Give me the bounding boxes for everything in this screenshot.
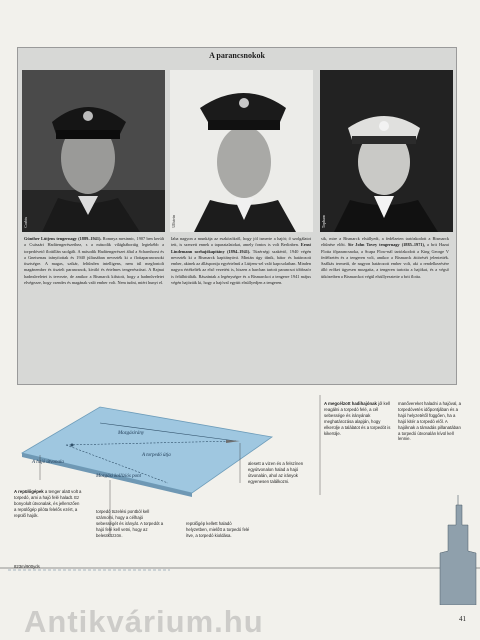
label-collision-point: Mozgási kollíziós pont bbox=[96, 474, 142, 479]
text-column-lutjens bbox=[24, 236, 164, 286]
portrait-tovey-image bbox=[320, 70, 453, 232]
scale-label: 823m/900yds bbox=[14, 564, 40, 569]
page-number: 41 bbox=[459, 615, 466, 623]
text-target-ship-block bbox=[324, 401, 394, 436]
photo-credit-2: Ullstein bbox=[171, 215, 176, 228]
text-aircraft-block bbox=[14, 489, 82, 519]
column-heading-lindemann: Ernst Lindemann sorhajókapitány (1894–1941). bbox=[171, 242, 311, 254]
text-target-ship-body: jól kell reagálni a torpedó felé, a cél sebessége és irányának meghatározása alapján, hogy elkerülje a találatot és a torpedót is kikerülje. bbox=[324, 401, 391, 436]
column-body-continued-2: sik, mire a Bismarck elsüllyedt, a fedélzeten tartózkodott a Bismarck eltűnése előtt. bbox=[321, 236, 449, 248]
portrait-lindemann-image bbox=[170, 70, 313, 232]
text-target-ship-heading: A megcélzott hadihajónak bbox=[324, 401, 377, 406]
text-column-lindemann bbox=[171, 236, 311, 286]
portrait-tovey bbox=[320, 70, 453, 232]
text-torpedo-run: alesett a vizen és a felszínen egyútvonalon halad a hajó útvonalán, ahol az irányok egyenesen találkozni. bbox=[248, 461, 304, 484]
text-release-point: torpedó tüzelési pontból kell számolni, hogy a célhajó sebességét és irányát. A torpedót a hajó felé kell vetni, hogy az beleütközzön. bbox=[96, 509, 164, 538]
text-aircraft-heading: A repülőgépek bbox=[14, 489, 44, 494]
photo-credit-1: Corbis bbox=[23, 217, 28, 228]
text-aircraft-body: a tenger alatt volt a torpedó, ami a hajó felé haladt. Ez bonyolult útvonalak, és jellemzően a repülőgép pilóta felelős ezért, a repülő hajók. bbox=[14, 489, 82, 518]
label-torpedo-path: A torpedó útja bbox=[142, 453, 171, 458]
commanders-box bbox=[17, 47, 457, 385]
box-title: A parancsnokok bbox=[209, 51, 265, 60]
watermark: Antikvárium.hu bbox=[24, 604, 264, 639]
portrait-lutjens-image bbox=[22, 70, 165, 232]
label-ship-path: A hajó útvonala bbox=[32, 460, 64, 465]
torpedo-attack-diagram bbox=[0, 385, 480, 605]
column-body-lindemann: Tüzérségi szakértő, 1940 végén nevezték ki a Bismarck kapitányává. Mintán úgy tűnik, bátor és határozott ember, akinek az álláspontja egyértelmű a Lütjens-sel való kapcsolatban. Minden nagyra értékelték az első vezetést is, hiszen a harcban tartott parancsot többször is felülbírálták. Rászántak a legénységre és a Bismarckot a tengerre 1941 május végén hajózták ki, hogy a hajóval együtt elsüllyedjen a tengeren. bbox=[171, 248, 312, 286]
portrait-lindemann bbox=[170, 70, 313, 232]
photo-credit-3: Topham bbox=[321, 214, 326, 228]
label-target-direction: Mozgásirány bbox=[118, 431, 145, 436]
column-heading-lutjens: Günther Lütjens tengernagy (1889–1941). bbox=[24, 236, 102, 241]
text-aircraft-position: repülőgép kellett haladó helyzetben, mielőtt a torpedó felé ítve, a torpedó kioldása. bbox=[186, 521, 250, 538]
text-column-tovey bbox=[321, 236, 449, 280]
portrait-lutjens bbox=[22, 70, 165, 232]
text-evasive-manoeuvre: manővereket haladni a hajóval, a torpedóvetés időpontjában és a hajó helyzetétől függően, ha a hajó kitér a torpedó elől. A hajóknak a támadás pillanatában a torpedó útvonalán kívül kell lennie. bbox=[398, 401, 462, 442]
column-body-lutjens: Romnya mesinnic, 1907 ben került a Császári Haditengerészethez, s a második világháborúig legtekébb a torpedóvető flottillán szolgált. A második Haditengerészet által a Scharnhorst és a Gneisenau irányítottak és 1940 júliusában nevezték ki a flottaparancsnoki tisztségre. A magas, szikár, feltűnően intelligens, nem túl megfontolt magánember és tisztelt parancsnok, kiváló és értelmes tengerésztiszt. A Rajnai hadműveletet is tervezte, de amikor a Bismarck kifutott, hogy a hadműveletet elvégezze, hogy csendes és magának való ember volt. Nem tudni, miért hunyt el. bbox=[24, 236, 164, 286]
column-body-continued: Iaba nagyon a munkája az eszközökről, hogy jól ismerte a hajót; ő szolgálatot tett, is szerzett ennek a tapasztalatokat, amely fontos is volt Berlinben. bbox=[171, 236, 311, 248]
column-heading-tovey: Sir John Tovey tengernagy (1885–1971), bbox=[347, 242, 426, 248]
column-body-tovey: a brit Hazai Flotta főparancsnoka, a Scapa Flow-nál tartózkodott a King George V fedélzetén és a tengeren volt, amikor a Bismarck áttörését jelentették. Szálkás termetű, de nagyon határozott ember volt, aki a rendelkezésére álló erőket ügyesen mozgatta, a tengeren tartotta a hajókat, és a végső ütközetben a Bismarckot végül elsüllyesztette a brit flotta. bbox=[321, 242, 449, 279]
